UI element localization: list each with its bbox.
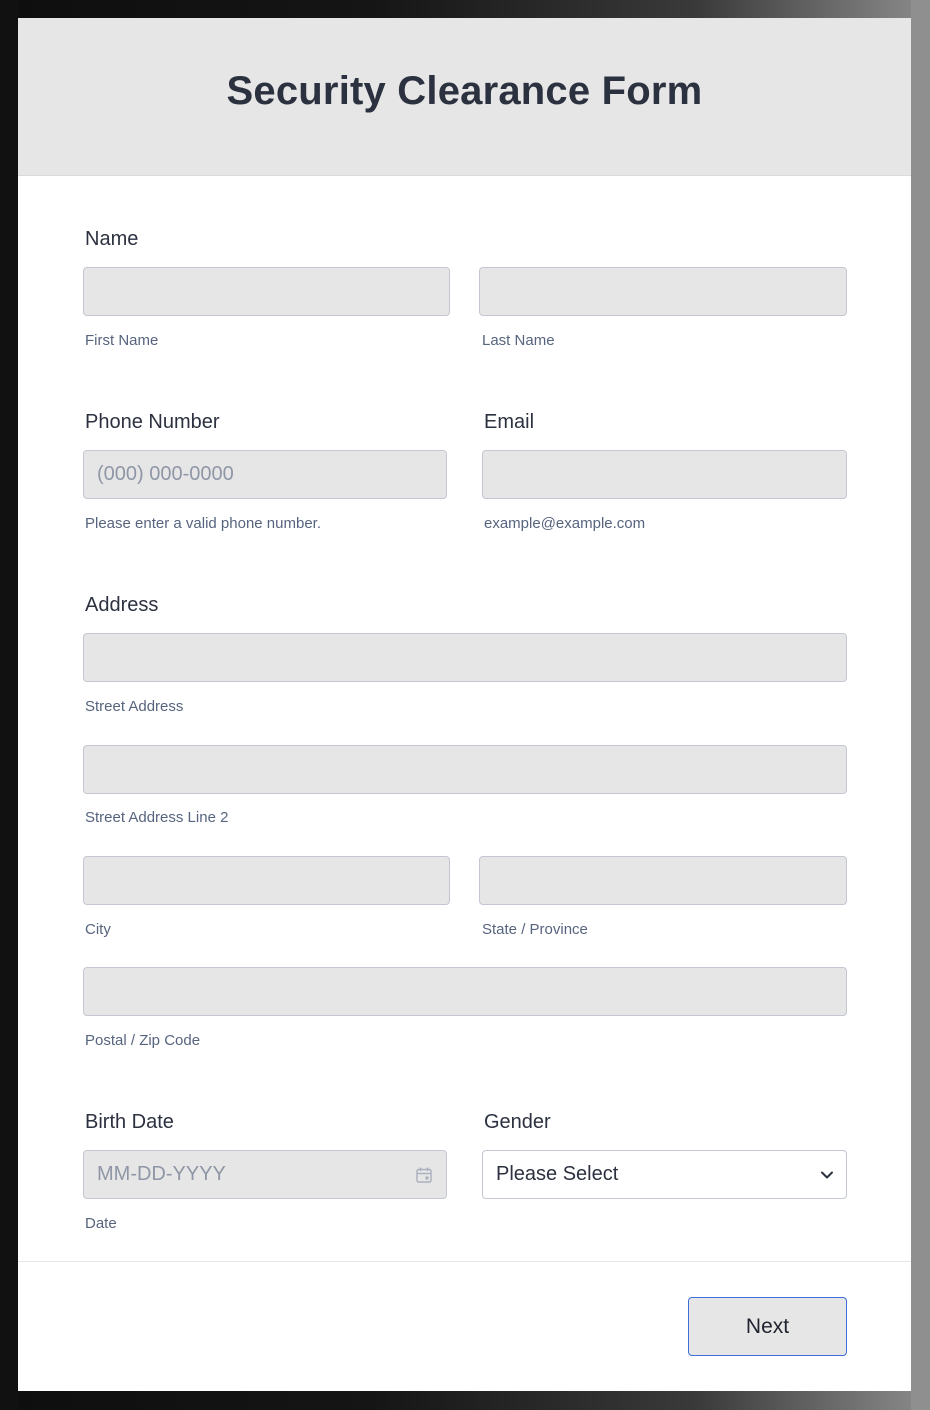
last-name-sublabel: Last Name — [482, 332, 555, 349]
city-sublabel: City — [85, 921, 111, 938]
postal-code-input[interactable] — [83, 967, 847, 1016]
phone-number-sublabel: Please enter a valid phone number. — [85, 515, 321, 532]
gender-select[interactable] — [482, 1150, 847, 1199]
name-label: Name — [85, 228, 139, 250]
street-address-sublabel: Street Address — [85, 698, 184, 715]
backdrop-right — [911, 0, 930, 1410]
email-sublabel: example@example.com — [484, 515, 646, 532]
first-name-sublabel: First Name — [85, 332, 159, 349]
city-input[interactable] — [83, 856, 450, 905]
street-address-input[interactable] — [83, 633, 847, 682]
backdrop-left — [0, 0, 18, 1410]
email-input[interactable] — [482, 450, 847, 499]
email-label: Email — [484, 411, 535, 433]
street-address-line2-input[interactable] — [83, 745, 847, 794]
next-button[interactable]: Next — [688, 1297, 847, 1356]
birth-date-label: Birth Date — [85, 1111, 174, 1133]
form-card — [18, 18, 911, 1391]
calendar-icon[interactable] — [415, 1166, 433, 1184]
street-address-line2-sublabel: Street Address Line 2 — [85, 809, 229, 826]
footer-divider — [18, 1261, 911, 1262]
form-title: Security Clearance Form — [226, 69, 703, 113]
first-name-input[interactable] — [83, 267, 450, 316]
address-label: Address — [85, 594, 159, 616]
phone-number-input[interactable] — [83, 450, 447, 499]
postal-code-sublabel: Postal / Zip Code — [85, 1032, 201, 1049]
state-province-input[interactable] — [479, 856, 847, 905]
phone-number-label: Phone Number — [85, 411, 220, 433]
gender-select-value: Please Select — [496, 1163, 619, 1185]
gender-label: Gender — [484, 1111, 551, 1133]
birth-date-sublabel: Date — [85, 1215, 117, 1232]
last-name-input[interactable] — [479, 267, 847, 316]
form-header — [18, 18, 911, 176]
birth-date-input[interactable] — [83, 1150, 447, 1199]
state-province-sublabel: State / Province — [482, 921, 588, 938]
chevron-down-icon — [820, 1168, 834, 1182]
